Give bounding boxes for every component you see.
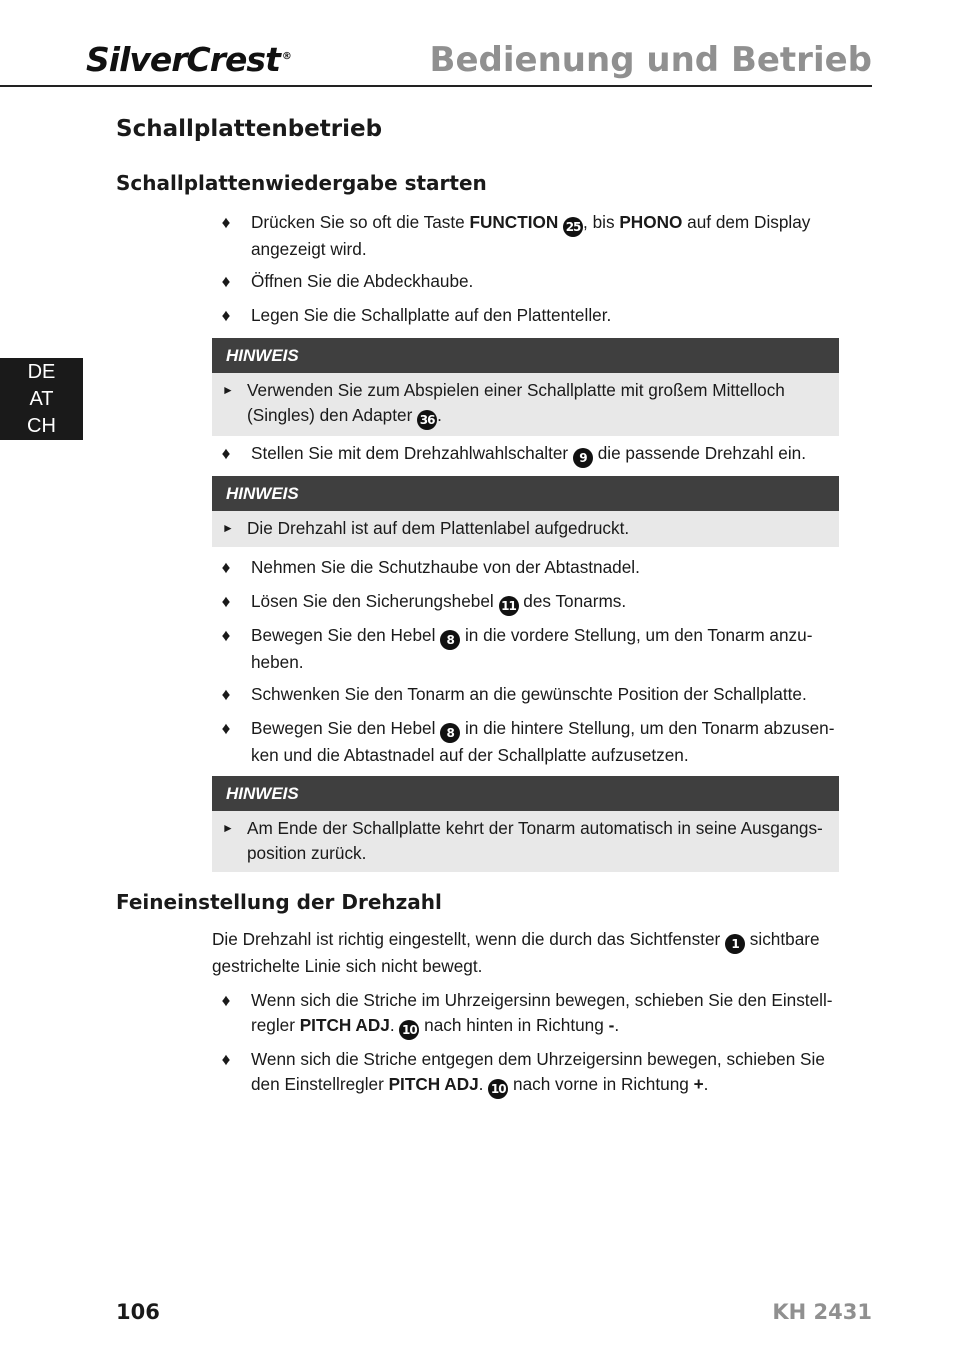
bullet-diamond-icon: ♦ (221, 212, 231, 232)
bullet-diamond-icon: ♦ (221, 684, 231, 704)
model-number: KH 2431 (772, 1300, 872, 1324)
ref-number-badge: 8 (440, 723, 460, 743)
list-item: ♦ Wenn sich die Striche im Uhrzeigersinn bewegen, schieben Sie den Einstell-regler PITCH ADJ. 10 nach hinten in Richtung -. (218, 988, 843, 1040)
ref-number-badge: 11 (499, 596, 519, 616)
brand-logo: SilverCrest ® (86, 40, 291, 79)
note-heading: HINWEIS (212, 476, 839, 511)
note-arrow-icon: ► (222, 383, 234, 397)
list-item: ♦ Nehmen Sie die Schutzhaube von der Abtastnadel. (218, 555, 843, 580)
note-arrow-icon: ► (222, 521, 234, 535)
note-body: ► Die Drehzahl ist auf dem Plattenlabel aufgedruckt. (212, 511, 839, 547)
bullet-diamond-icon: ♦ (221, 443, 231, 463)
subsection-title-start: Schallplattenwiedergabe starten (116, 171, 487, 195)
ref-number-badge: 25 (563, 217, 583, 237)
bullet-diamond-icon: ♦ (221, 990, 231, 1010)
bullet-diamond-icon: ♦ (221, 591, 231, 611)
bullet-diamond-icon: ♦ (221, 305, 231, 325)
ref-number-badge: 36 (417, 410, 437, 430)
lang-ch: CH (27, 414, 56, 437)
bullet-diamond-icon: ♦ (221, 557, 231, 577)
note-heading: HINWEIS (212, 338, 839, 373)
list-item: ♦ Legen Sie die Schallplatte auf den Plattenteller. (218, 303, 843, 328)
note-box (212, 338, 839, 436)
list-item: ♦ Wenn sich die Striche entgegen dem Uhrzeigersinn bewegen, schieben Sie den Einstellregler PITCH ADJ. 10 nach vorne in Richtung +. (218, 1047, 843, 1099)
note-heading: HINWEIS (212, 776, 839, 811)
note-body: ► Am Ende der Schallplatte kehrt der Tonarm automatisch in seine Ausgangs-position zurück. (212, 811, 839, 872)
section-title: Schallplattenbetrieb (116, 116, 383, 142)
subsection-title-fine-tuning: Feineinstellung der Drehzahl (116, 890, 442, 914)
ref-number-badge: 10 (488, 1079, 508, 1099)
bullet-diamond-icon: ♦ (221, 1049, 231, 1069)
ref-number-badge: 8 (440, 630, 460, 650)
language-tab (0, 358, 83, 440)
bullet-diamond-icon: ♦ (221, 718, 231, 738)
page-number: 106 (116, 1300, 160, 1324)
ref-number-badge: 9 (573, 448, 593, 468)
bullet-diamond-icon: ♦ (221, 271, 231, 291)
lang-at: AT (29, 387, 54, 410)
list-item: ♦ Bewegen Sie den Hebel 8 in die hintere Stellung, um den Tonarm abzusen-ken und die Abtastnadel auf der Schallplatte aufzusetzen. (218, 716, 843, 768)
note-box (212, 776, 839, 872)
bullet-diamond-icon: ♦ (221, 625, 231, 645)
list-item: ♦ Drücken Sie so oft die Taste FUNCTION 25 , bis PHONO auf dem Display angezeigt wird. (218, 210, 843, 262)
lang-de: DE (27, 360, 56, 383)
note-box (212, 476, 839, 547)
ref-number-badge: 1 (725, 934, 745, 954)
list-item: ♦ Schwenken Sie den Tonarm an die gewünschte Position der Schallplatte. (218, 682, 843, 707)
intro-paragraph: Die Drehzahl ist richtig eingestellt, wenn die durch das Sichtfenster 1 sichtbare gestrichelte Linie sich nicht bewegt. (212, 929, 820, 976)
list-item: ♦ Öffnen Sie die Abdeckhaube. (218, 269, 843, 294)
header-divider (0, 85, 872, 87)
note-arrow-icon: ► (222, 821, 234, 835)
page-header-title: Bedienung und Betrieb (429, 40, 872, 80)
list-item: ♦ Bewegen Sie den Hebel 8 in die vordere Stellung, um den Tonarm anzu-heben. (218, 623, 843, 675)
ref-number-badge: 10 (399, 1020, 419, 1040)
note-body: ► Verwenden Sie zum Abspielen einer Schallplatte mit großem Mittelloch (Singles) den Adapter 36 . (212, 373, 839, 436)
list-item: ♦ Stellen Sie mit dem Drehzahlwahlschalter 9 die passende Drehzahl ein. (218, 441, 843, 468)
list-item: ♦ Lösen Sie den Sicherungshebel 11 des Tonarms. (218, 589, 843, 616)
